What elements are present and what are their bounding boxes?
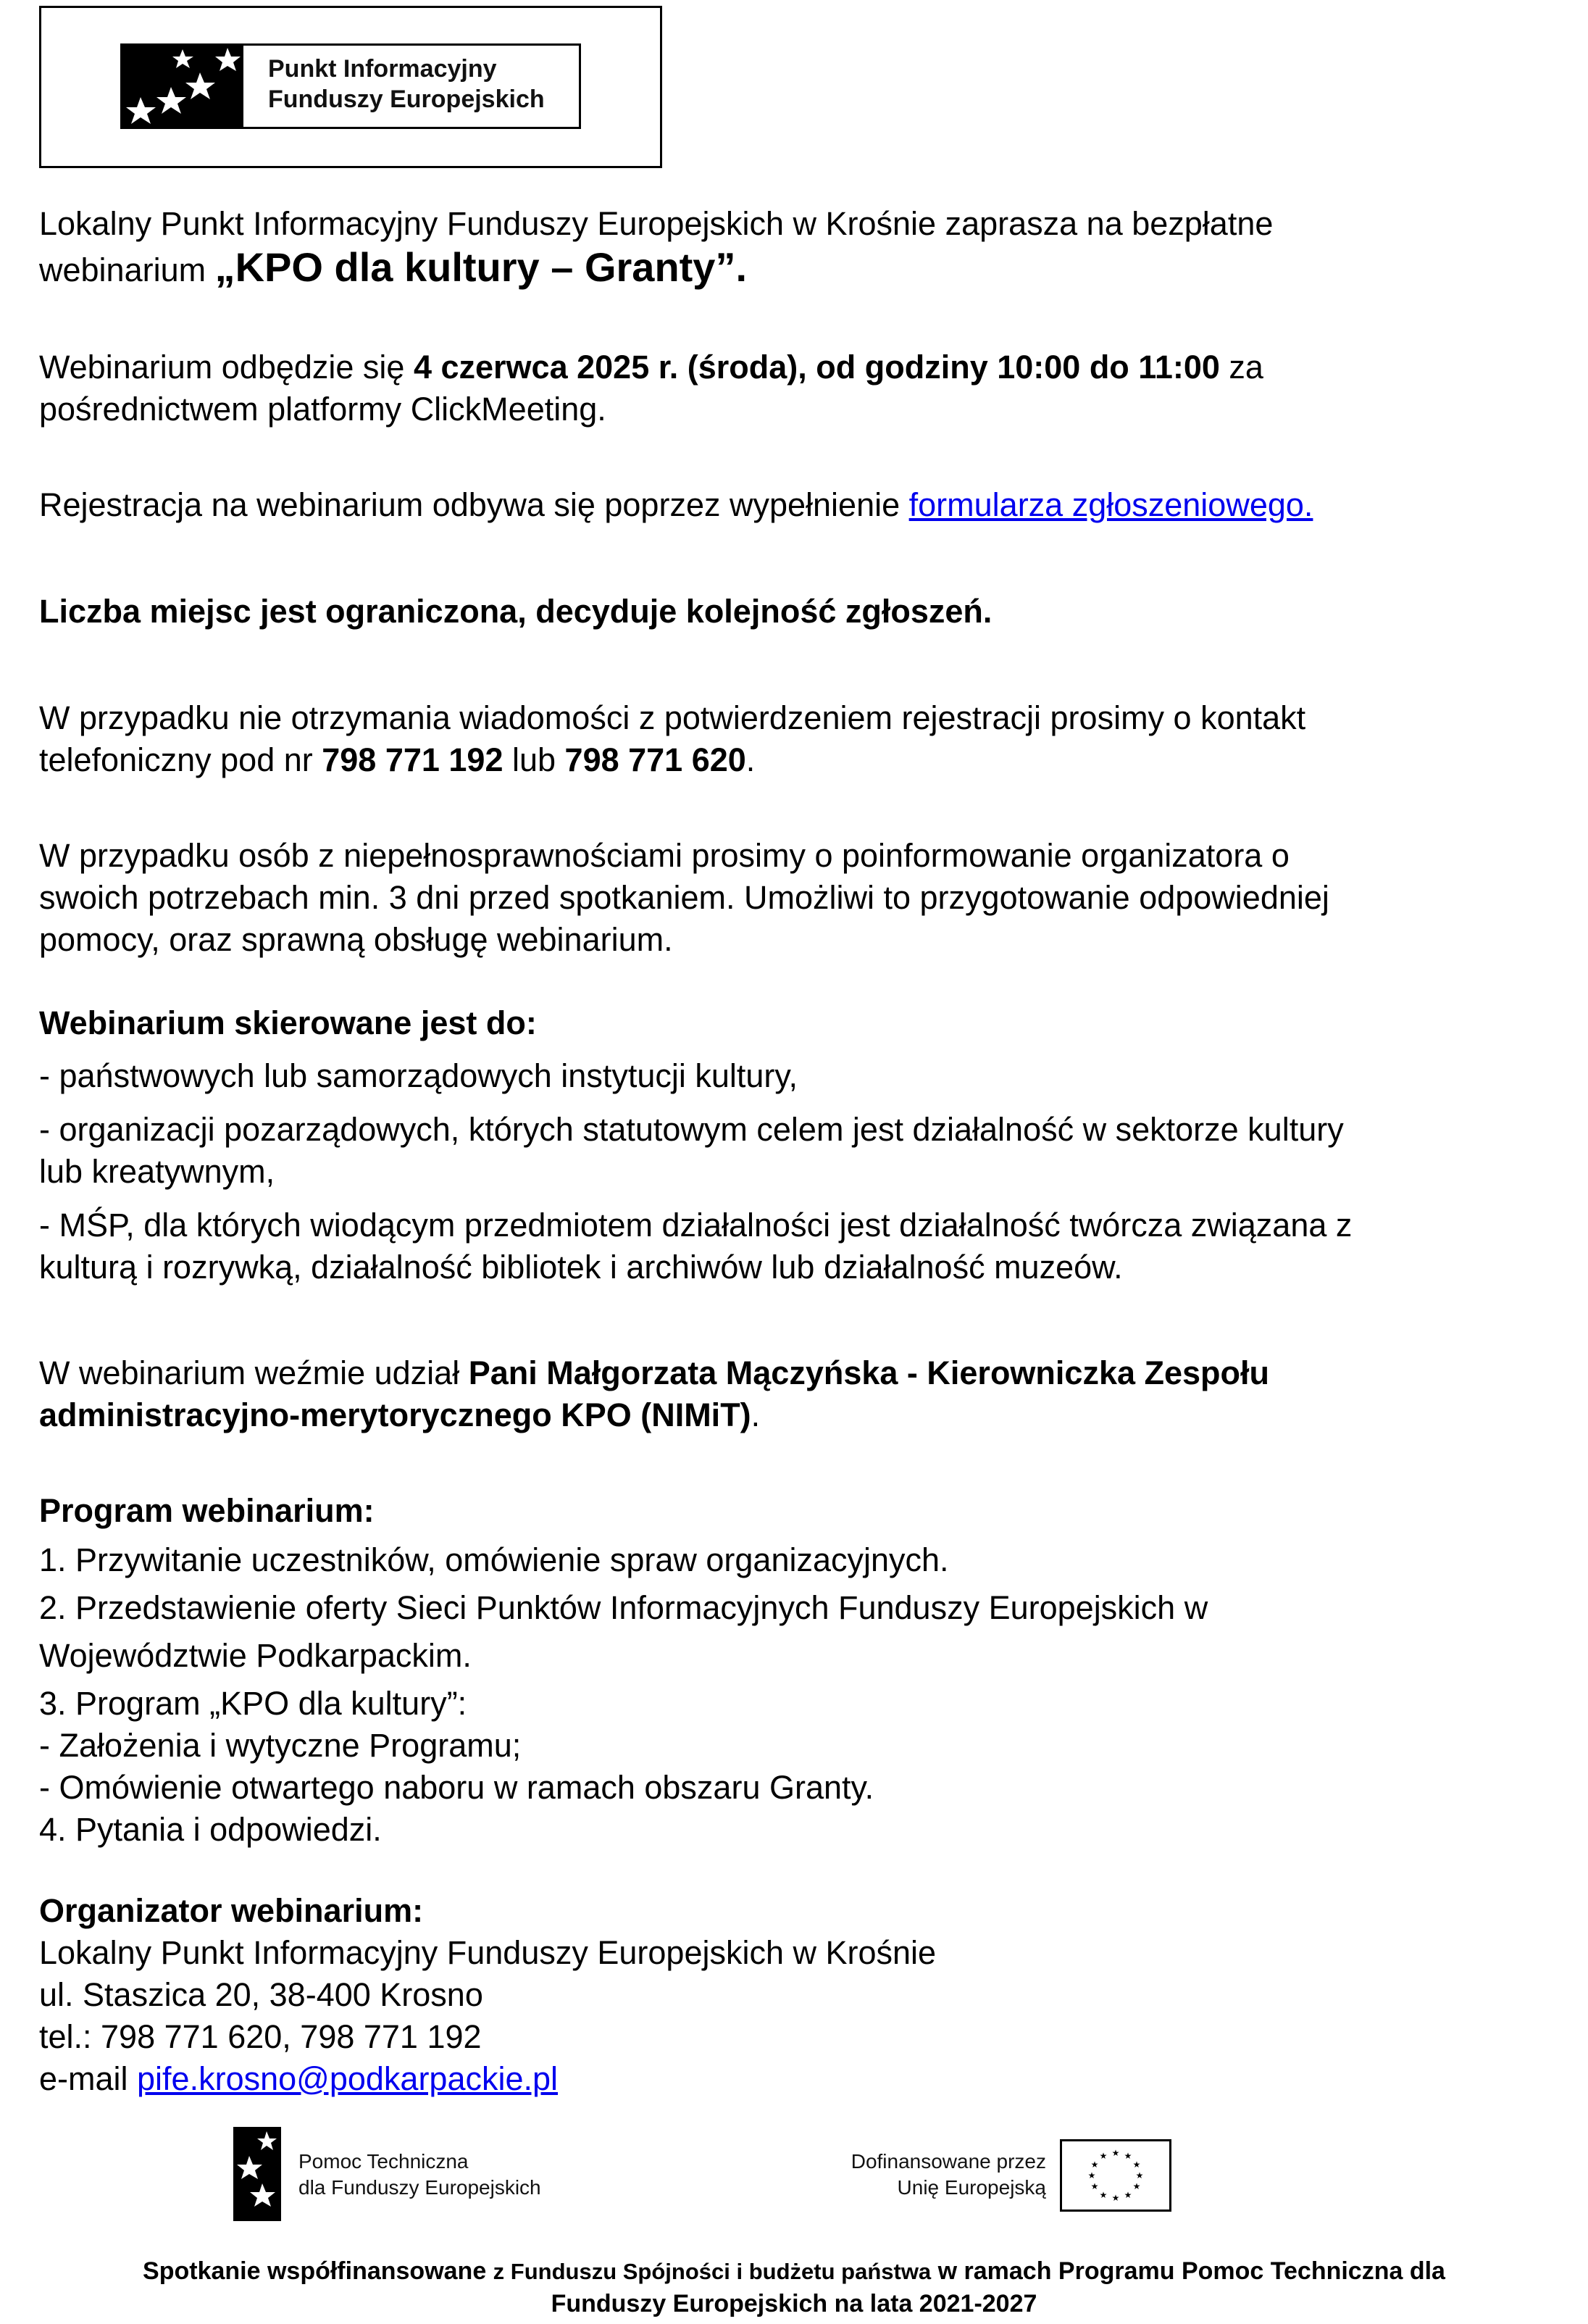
svg-text:★: ★ bbox=[1099, 2190, 1108, 2200]
svg-text:★: ★ bbox=[1099, 2151, 1108, 2161]
date-post: za bbox=[1219, 349, 1263, 386]
speaker-pre: W webinarium weźmie udział bbox=[39, 1354, 469, 1391]
eu-funds-star-logo-icon bbox=[120, 43, 243, 129]
organizer-address: ul. Staszica 20, 38-400 Krosno bbox=[39, 1976, 483, 2013]
organizer-name: Lokalny Punkt Informacyjny Funduszy Europejskich w Krośnie bbox=[39, 1934, 937, 1971]
registration-line bbox=[39, 484, 1313, 526]
svg-text:★: ★ bbox=[1087, 2170, 1096, 2181]
audience-item-3-line-2: kulturą i rozrywką, działalność bibliotek i archiwów lub działalność muzeów. bbox=[39, 1249, 1123, 1286]
eu-cofinanced-text bbox=[829, 2149, 1046, 2201]
contact-post: . bbox=[745, 741, 756, 778]
svg-text:★: ★ bbox=[1090, 2181, 1099, 2191]
disability-line-1: W przypadku osób z niepełnosprawnościami prosimy o poinformowanie organizatora o bbox=[39, 837, 1290, 874]
svg-text:★: ★ bbox=[1124, 2190, 1132, 2200]
svg-text:★: ★ bbox=[1090, 2160, 1099, 2170]
logo-line-2: Funduszy Europejskich bbox=[268, 86, 545, 113]
speaker-post: . bbox=[751, 1396, 761, 1433]
logo-text bbox=[268, 54, 545, 114]
contact-pre: telefoniczny pod nr bbox=[39, 741, 322, 778]
pt-line-1: Pomoc Techniczna bbox=[298, 2150, 469, 2173]
event-title: „KPO dla kultury – Granty”. bbox=[214, 244, 748, 290]
svg-text:★: ★ bbox=[1132, 2160, 1141, 2170]
seat-limit-note: Liczba miejsc jest ograniczona, decyduje kolejność zgłoszeń. bbox=[39, 593, 992, 630]
speaker-line-1 bbox=[39, 1352, 1269, 1394]
organizer-heading: Organizator webinarium: bbox=[39, 1892, 424, 1929]
svg-text:★: ★ bbox=[1111, 2193, 1120, 2203]
footer-part-2: z Funduszu Spójności i budżetu państwa bbox=[493, 2259, 932, 2284]
intro-line-2 bbox=[39, 246, 747, 291]
technical-assistance-logo-icon bbox=[233, 2127, 281, 2221]
program-heading: Program webinarium: bbox=[39, 1492, 375, 1529]
footer-note-line-1 bbox=[43, 2255, 1545, 2288]
footer-part-3: w ramach Programu Pomoc Techniczna dla bbox=[931, 2257, 1445, 2285]
program-item-3b: - Omówienie otwartego naboru w ramach obszaru Granty. bbox=[39, 1769, 874, 1806]
speaker-name: Pani Małgorzata Mączyńska - Kierowniczka Zespołu bbox=[468, 1354, 1270, 1391]
program-item-4: 4. Pytania i odpowiedzi. bbox=[39, 1811, 382, 1848]
contact-note-line-1: W przypadku nie otrzymania wiadomości z potwierdzeniem rejestracji prosimy o kontakt bbox=[39, 699, 1306, 736]
contact-phone-1: 798 771 192 bbox=[322, 741, 503, 778]
svg-text:★: ★ bbox=[1135, 2170, 1144, 2181]
logo-line-1: Punkt Informacyjny bbox=[268, 55, 497, 83]
footer-note-line-2: Funduszy Europejskich na lata 2021-2027 bbox=[551, 2290, 1037, 2317]
contact-mid: lub bbox=[503, 741, 565, 778]
disability-line-3: pomocy, oraz sprawną obsługę webinarium. bbox=[39, 921, 673, 958]
organizer-email-line bbox=[39, 2058, 558, 2100]
organizer-phone: tel.: 798 771 620, 798 771 192 bbox=[39, 2018, 482, 2055]
technical-assistance-text bbox=[298, 2149, 541, 2201]
date-line-2: pośrednictwem platformy ClickMeeting. bbox=[39, 391, 606, 428]
program-item-2-line-2: Województwie Podkarpackim. bbox=[39, 1637, 472, 1674]
date-line-1 bbox=[39, 346, 1263, 388]
audience-item-2-line-2: lub kreatywnym, bbox=[39, 1153, 275, 1190]
speaker-role: administracyjno-merytorycznego KPO (NIMiT) bbox=[39, 1396, 751, 1433]
audience-heading: Webinarium skierowane jest do: bbox=[39, 1004, 537, 1041]
organizer-email-link[interactable]: pife.krosno@podkarpackie.pl bbox=[137, 2060, 559, 2097]
svg-text:★: ★ bbox=[1124, 2151, 1132, 2161]
registration-form-link[interactable]: formularza zgłoszeniowego. bbox=[908, 486, 1313, 523]
contact-phone-2: 798 771 620 bbox=[564, 741, 746, 778]
program-item-3a: - Założenia i wytyczne Programu; bbox=[39, 1727, 522, 1764]
disability-line-2: swoich potrzebach min. 3 dni przed spotkaniem. Umożliwi to przygotowanie odpowiedniej bbox=[39, 879, 1329, 916]
svg-text:★: ★ bbox=[1132, 2181, 1141, 2191]
pt-line-2: dla Funduszy Europejskich bbox=[298, 2176, 541, 2199]
email-label: e-mail bbox=[39, 2060, 138, 2097]
registration-text: Rejestracja na webinarium odbywa się poprzez wypełnienie bbox=[39, 486, 909, 523]
date-bold: 4 czerwca 2025 r. (środa), od godziny 10:00 do 11:00 bbox=[413, 349, 1220, 386]
contact-note-line-2 bbox=[39, 739, 755, 781]
footer-part-1: Spotkanie współfinansowane bbox=[143, 2257, 493, 2285]
program-item-3: 3. Program „KPO dla kultury”: bbox=[39, 1685, 467, 1722]
eu-flag-icon bbox=[1060, 2139, 1171, 2212]
footer-note bbox=[43, 2255, 1545, 2320]
speaker-line-2 bbox=[39, 1394, 760, 1436]
program-item-2-line-1: 2. Przedstawienie oferty Sieci Punktów Informacyjnych Funduszy Europejskich w bbox=[39, 1589, 1208, 1626]
audience-item-2-line-1: - organizacji pozarządowych, których statutowym celem jest działalność w sektorze kultury bbox=[39, 1111, 1344, 1148]
intro-lead: webinarium bbox=[39, 251, 215, 288]
intro-line-1: Lokalny Punkt Informacyjny Funduszy Europejskich w Krośnie zaprasza na bezpłatne bbox=[39, 205, 1274, 242]
date-pre: Webinarium odbędzie się bbox=[39, 349, 414, 386]
audience-item-3-line-1: - MŚP, dla których wiodącym przedmiotem działalności jest działalność twórcza związana z bbox=[39, 1207, 1353, 1244]
eu-line-2: Unię Europejską bbox=[897, 2176, 1046, 2199]
program-item-1: 1. Przywitanie uczestników, omówienie spraw organizacyjnych. bbox=[39, 1541, 949, 1578]
eu-line-1: Dofinansowane przez bbox=[851, 2150, 1046, 2173]
svg-text:★: ★ bbox=[1111, 2148, 1120, 2158]
audience-item-1: - państwowych lub samorządowych instytucji kultury, bbox=[39, 1057, 798, 1094]
